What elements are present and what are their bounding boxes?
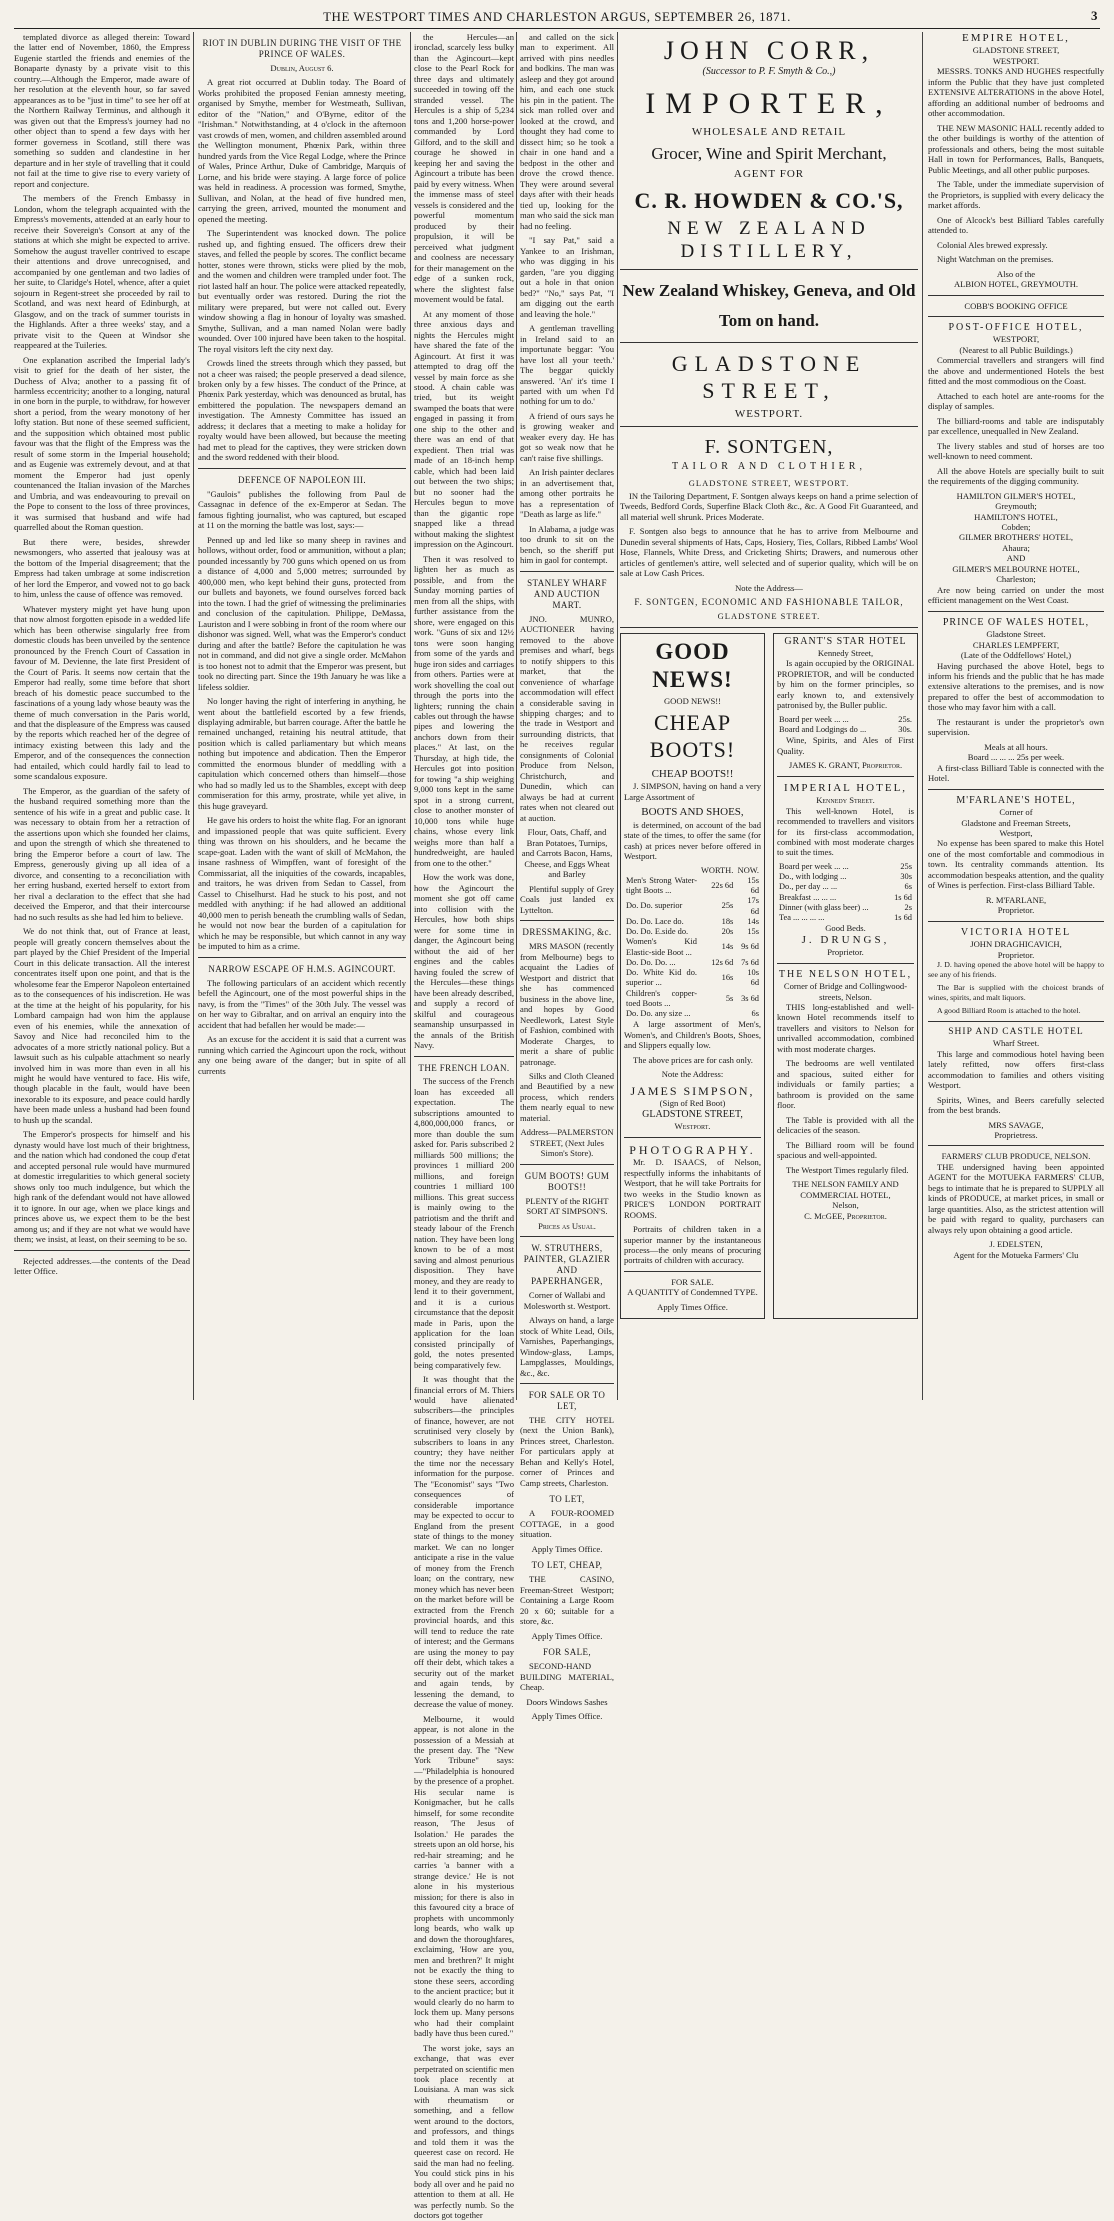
advert-empire-body: Colonial Ales brewed expressly. <box>937 239 1048 250</box>
advert-simpson <box>620 633 765 1320</box>
advert-grant-body: Is again occupied by the ORIGINAL PROPRIETOR, and will be conducted by him on the former principles, so early known to, and extensively patronised by, the Buller public. <box>777 658 914 711</box>
advert-gum-heading: GUM BOOTS! GUM BOOTS!! <box>524 1170 610 1192</box>
price-value <box>699 1009 735 1019</box>
price-value: 16s <box>721 973 734 983</box>
advert-imperial-street: Kennedy Street. <box>816 795 875 806</box>
advert-imperial-proprietor: Proprietor. <box>827 947 864 958</box>
advert-nelson-body: THIS long-established and well-known Hotel recommends itself to travellers and visitors to Nelson for unrivalled accommodation, combined with most moderate charges. <box>777 1001 914 1054</box>
advert-gum-body: PLENTY of the RIGHT SORT AT SIMPSON'S. <box>525 1195 609 1217</box>
advert-let-apply: Apply Times Office. <box>531 1543 603 1554</box>
price-rows <box>624 876 761 1020</box>
price-row <box>777 872 914 882</box>
price-item: Do. Do. superior <box>626 901 683 911</box>
advert-empire-town: WESTPORT. <box>992 55 1040 66</box>
advert-empire-street: GLADSTONE STREET, <box>972 45 1060 56</box>
price-value: 7s 6d <box>741 957 759 967</box>
advert-simpson-body: is determined, on account of the bad state of the times, to offer the same (for cash) at prices never before offered in Westport. <box>624 819 761 862</box>
advert-imperial-rates <box>777 862 914 924</box>
advert-imperial-body: This well-known Hotel, is recommended to travellers and visitors for its first-class accommodation, combined with most moderate charges to suit the times. <box>777 805 914 858</box>
divider <box>928 316 1104 317</box>
article-paragraph: It was thought that the financial errors of M. Thiers would have alienated subscribers—the principles of finance, however, are not scrutinised very closely by subscribers to loans in any country; they have neither the time nor the necessary information for the purpose. The "Economist" says "Two consequences of considerable importance may be expected to occur to England from the present state of things to the money market. We can no longer anticipate a rise in the value of money from the French loan; on the contrary, new money which has never been on the market before will be extracted from the French provincial hoards, and this will tend to reduce the rate of interest; and the Germans are using the money to pay off their debt, which takes a security out of the market and again tends, by lessening the demand, to decrease the value of money. <box>414 1374 514 1710</box>
advert-grant-body: Wine, Spirits, and Ales of First Quality. <box>777 735 914 756</box>
hotel-name: HAMILTON GILMER'S HOTEL, <box>956 490 1076 501</box>
price-row <box>624 1009 761 1019</box>
advert-corr-whisky: New Zealand Whiskey, Geneva, and Old Tom on hand. <box>622 280 916 330</box>
advert-vic-proprietor: Proprietor. <box>997 949 1035 960</box>
advert-empire-heading: EMPIRE HOTEL, <box>962 32 1070 44</box>
price-value: 1s 6d <box>894 892 912 902</box>
price-value: 25s <box>900 861 912 871</box>
page-number: 3 <box>1091 8 1098 23</box>
article-paragraph: An Irish painter declares in an advertisement that, among other portraits he has a representation of "Death as large as life." <box>520 467 614 520</box>
price-value: 30s <box>900 872 912 882</box>
advert-cheap-body: THE CASINO, Freeman-Street Westport; Containing a Large Room 20 x 60; suitable for a store, &c. <box>520 1574 614 1627</box>
advert-nelson-body: The bedrooms are well ventilated and spacious, suited either for individuals or family parties; a bathroom is provided on the same floor. <box>777 1058 914 1111</box>
advert-nelson-body: The Westport Times regularly filed. <box>786 1164 909 1175</box>
divider <box>928 789 1104 790</box>
divider <box>928 611 1104 612</box>
price-item: Dinner (with glass beer) ... <box>779 902 869 912</box>
masthead-title: THE WESTPORT TIMES AND CHARLESTON ARGUS, SEPTEMBER 26, 1871. <box>323 9 791 24</box>
price-row <box>777 725 914 735</box>
advert-farmers-heading: FARMERS' CLUB PRODUCE, NELSON. <box>941 1151 1091 1162</box>
advert-ship-street: Wharf Street. <box>992 1038 1040 1049</box>
advert-empire-also: Also of the <box>996 268 1036 279</box>
divider <box>928 295 1104 296</box>
article-headline: THE FRENCH LOAN. <box>418 1062 510 1073</box>
article-paragraph: The Superintendent was knocked down. The police rushed up, and fighting ensued. The officers drew their staves, and felled the people by scores. The conflict became hotter, stones were thrown, sticks were plied by the mob, and the women and children were trampled under foot. The riot lasted half an hour. The police were attacked repeatedly, but eventually order was restored. During the riot the military were prepared, but were not called out. Every window showing a flag in honour of loyalty was smashed. Smythe, Sullivan, and a man named Nolan were badly wounded. Over 100 injured have been taken to the hospital. The royal visitors left the city next day. <box>198 228 406 354</box>
advert-sale-heading: FOR SALE OR TO LET, <box>528 1390 606 1411</box>
column-rule <box>193 32 194 1400</box>
advert-subcolumns <box>620 633 918 1320</box>
price-row <box>624 917 761 927</box>
advert-empire-body: One of Alcock's best Billiard Tables carefully attended to. <box>928 214 1104 236</box>
advert-farmers-agent: Agent for the Motueka Farmers' Clu <box>953 1249 1079 1260</box>
advert-simpson-note: Note the Address: <box>661 1069 724 1080</box>
advert-forsale-body: A QUANTITY of Condemned TYPE. <box>627 1287 758 1298</box>
column-rule <box>410 32 411 1400</box>
price-row <box>777 893 914 903</box>
advert-sale-body: THE CITY HOTEL (next the Union Bank), Princes street, Charleston. For particulars apply at Behan and Kelly's Hotel, corner of Princes and Camp streets, Charleston. <box>520 1414 614 1488</box>
price-value: 9s 6d <box>741 942 759 952</box>
advert-ship-heading: SHIP AND CASTLE HOTEL <box>948 1026 1084 1037</box>
article-paragraph: How the work was done, how the Agincourt the moment she got off came into collision with the Hercules, how both ships were for some time in danger, the Agincourt being without the aid of her engines and the cables having fouled the screw of the Hercules—these things have been already described, and supply a record of skilful and courageous seamanship unsurpassed in the annals of the British Navy. <box>414 872 514 1051</box>
hotel-town: Cobden; <box>1001 522 1031 532</box>
advert-pow-lempfert-sub: (Late of the Oddfellows' Hotel,) <box>960 650 1072 661</box>
advert-corr-town: WESTPORT. <box>734 407 804 420</box>
advert-mcf-heading: M'FARLANE'S HOTEL, <box>956 794 1076 806</box>
advert-simpson-price-table <box>624 866 761 1020</box>
price-value: 2s <box>904 902 912 912</box>
column-4 <box>620 32 918 1400</box>
article-paragraph: and called on the sick man to experiment. All arrived with pins needles and bodkins. The man was asleep and they got around him, and each one stuck his pin in the patient. The sick man rolled over and looked at the crowd, and thought they had come to dissect him; so he took a chair in one hand and a bedpost in the other and drove the crowd thence. They were around several days after with their heads tied up, looking for the man who said the sick man had no feeling. <box>520 32 614 231</box>
advert-simpson-sign: (Sign of Red Boot) <box>659 1098 726 1109</box>
divider <box>198 957 406 958</box>
price-value: 30s. <box>898 724 912 734</box>
advert-cobb: COBB'S BOOKING OFFICE <box>964 300 1068 311</box>
price-row <box>777 862 914 872</box>
price-item: Do. Do. Do. ... <box>626 957 676 967</box>
price-row <box>624 958 761 968</box>
price-row <box>777 903 914 913</box>
hotel-name: HAMILTON'S HOTEL, <box>974 511 1058 522</box>
advert-ship-body: Spirits, Wines, and Beers carefully selected from the best brands. <box>928 1094 1104 1116</box>
advert-mcf-proprietor: Proprietor. <box>997 905 1035 916</box>
price-row <box>624 989 761 1010</box>
column-2 <box>198 32 406 1400</box>
advert-post-body: The billiard-rooms and table are indisputably par excellence, unequalled in New Zealand. <box>928 415 1104 437</box>
price-value: 3s 6d <box>741 993 759 1003</box>
article-paragraph: Crowds lined the streets through which they passed, but not a cheer was raised; the people preserved a dead silence, broken only by a few hisses. The conduct of the Prince, at Phœnix Park yesterday, which was denounced as brutal, has embittered the population. The newspapers demand an investigation. The Amnesty Committee has issued an address; it declares that a meeting to make a holiday for royalty would have been allowed, but because the meeting had met to plead for the captives, they were stricken down and the sword reddened with their blood. <box>198 358 406 463</box>
advert-empire-body: THE NEW MASONIC HALL recently added to the other buildings is worthy of the attention of professionals and others, being the most suitable Hall in town for Performances, Balls, Banquets, Public Meetings, and all other public purposes. <box>928 122 1104 175</box>
divider <box>928 1021 1104 1022</box>
price-value: 15s <box>747 927 759 937</box>
advert-pow-street: Gladstone Street. <box>986 629 1046 640</box>
divider <box>928 921 1104 922</box>
price-row <box>624 876 761 897</box>
divider <box>928 1145 1104 1146</box>
article-paragraph: A great riot occurred at Dublin today. The Board of Works prohibited the proposed Fenian amnesty meeting, organised by Smythe, member for Westmeath, Sullivan, editor of the "Nation," and O'Byrne, editor of the "Irishman." Notwithstanding, at 4 o'clock in the afternoon vast crowds of men, women, and children assembled around the Wellington monument, Phœnix Park, within three hundred yards from the Vice Regal Lodge, where the Prince of Wales, Prince Arthur, Duke of Cambridge, Marquis of Lorne, and his bride were staying. A large force of police was held in readiness. A procession was formed, Smythe, Sullivan, and Nolan, at the head of five hundred men, carrying the green, arrived, mounted the monument and opened the meeting. <box>198 77 406 224</box>
divider <box>620 426 918 427</box>
advert-sontgen-body: F. Sontgen also begs to announce that he has to arrive from Melbourne and Dunedin several shipments of Hats, Caps, Hosiery, Ties, Collars, Ribbed Lambs' Wool Hose, Flannels, White Dress, and Cricketing Shirts; Drawers, and numerous other articles of gentlemen's attire, well selected and of superior quality, which will be on sale at Low Cash Prices. <box>620 526 918 579</box>
advert-pow-meals: Meals at all hours. <box>984 741 1048 752</box>
advert-struthers-body: Always on hand, a large stock of White Lead, Oils, Varnishes, Paperhangings, Window-glass, Lamps, Lampglasses, Mouldings, &c., &c. <box>520 1315 614 1378</box>
article-paragraph: Melbourne, it would appear, is not alone in the possession of a Messiah at the present day. The "New York Tribune" says:—"Philadelphia is honoured by the presence of a prophet. His secular name is Konigmacher, but he calls himself, for some recondite reason, 'The Jesus of Isolation.' He parades the streets upon an old horse, his red-hair streaming; and he carries 'a banner with a strange device.' He is not alone in his mysterious mission; for there is also in this favoured city a brace of prophets with uncommonly long beards, who walk up and down the thoroughfares, exclaiming, 'How are you, men and brethren?' It might not be exactly the thing to stone these seers, according to the ancient practice; but it would clearly do no harm to lock them up. Many persons who had their complaint badly have thus been cured." <box>414 1713 514 2039</box>
advert-struthers-heading: W. STRUTHERS, PAINTER, GLAZIER AND PAPERHANGER, <box>523 1243 611 1287</box>
advert-corr-howden: C. R. HOWDEN & CO.'S, <box>634 187 904 213</box>
advert-pow-body: Having purchased the above Hotel, begs to inform his friends and the public that he has made extensive alterations to the premises, and is now prepared to offer the best of accommodation to those who may favor him with a call. <box>928 660 1104 713</box>
advert-sontgen-name: F. SONTGEN, <box>704 435 834 458</box>
price-row <box>624 968 761 989</box>
advert-farmers-signature: J. EDELSTEN, <box>989 1239 1043 1250</box>
advert-post-body: All the above Hotels are specially built to suit the requirements of the digging community. <box>928 465 1104 487</box>
article-paragraph: the Hercules—an ironclad, scarcely less bulky than the Agincourt—kept close to the Pearl Rock for three days and ultimately succeeded in towing off the stranded vessel. The Hercules is a ship of 5,234 tons and 1,200 horse-power commanded by Lord Gilford, and to the skill and courage he showed in keeping her and saving the Agincourt a tribute has been paid by every witness. When the immense mass of steel vessels is considered and the powerful momentum produced by their propulsion, it will be perceived what judgment and coolness are necessary for their management on the edge of a sunken rock, where the slightest false movement would be fatal. <box>414 32 514 305</box>
advert-sale2-body: SECOND-HAND BUILDING MATERIAL, Cheap. <box>520 1661 614 1693</box>
advert-post-body: The livery stables and stud of horses are too well-known to need comment. <box>928 440 1104 462</box>
price-value: 20s <box>721 927 734 937</box>
hotel-and: AND <box>1006 553 1026 564</box>
advert-grant-street: Kennedy Street, <box>817 647 874 658</box>
advert-corr-merchant: Grocer, Wine and Spirit Merchant, <box>651 143 887 163</box>
divider <box>620 342 918 343</box>
dateline: Dublin, August 6. <box>270 62 334 73</box>
advert-empire-body: Night Watchman on the premises. <box>937 254 1054 265</box>
advert-simpson-cheapboots: CHEAP BOOTS! <box>649 710 736 762</box>
advert-vic-body: J. D. having opened the above hotel will be happy to see any of his friends. <box>928 960 1104 979</box>
hotel-town: Greymouth; <box>995 501 1037 512</box>
advert-vic-heading: VICTORIA HOTEL <box>960 926 1072 938</box>
advert-corr-importer: IMPORTER, <box>645 87 893 121</box>
advert-grant-heading: GRANT'S STAR HOTEL <box>784 635 907 647</box>
price-item: Breakfast ... ... ... <box>779 892 837 902</box>
divider <box>624 1137 761 1138</box>
advert-imperial-signature: J. DRUNGS, <box>801 933 890 946</box>
advert-post-body: Commercial travellers and strangers will find the above and undermentioned Hotels the best fitted and the most commodious on the Coast. <box>928 355 1104 387</box>
advert-corr-wholesale: WHOLESALE AND RETAIL <box>691 126 847 139</box>
advert-nelson-body: The Table is provided with all the delicacies of the season. <box>777 1114 914 1136</box>
article-paragraph: Then it was resolved to lighten her as much as possible, and from the Sunday morning parties of men from all the ships, with further assistance from the shore, were engaged on this work. "Guns of six and 12½ tons were soon hanging from some of the yards and huge iron sides and carriages from others. Parties were at work shovelling the coal out through the ports into the lighters; running the chain cables out through the hawse pipes and lowering the anchors down from their places." At last, on the Thursday, at high tide, the Hercules got into position for towing "a ship weighing 9,000 tons kept in the same spot in a strong current, close to another monster of 10,000 tons while huge chains, whose every link weighs more than half a hundredweight, are hauled from one to the other." <box>414 553 514 868</box>
price-item: Do., per day ... ... <box>779 882 838 892</box>
advert-mcf-streets: Gladstone and Freeman Streets, <box>961 817 1071 828</box>
advert-stanley-body: JNO. MUNRO, AUCTIONEER having removed to the above premises and wharf, begs to notify shippers to this market, that the convenience of wharfage accommodation will effect a considerable saving in shipping charges; and to the trade in Westport and surrounding districts, that he receives regular consignments of Colonial Produce from Nelson, Christchurch, and Dunedin, which can always be had at current rates when not cleared out at auction. <box>520 613 614 823</box>
column-5 <box>928 32 1104 1400</box>
price-value: 25s. <box>898 714 912 724</box>
divider <box>620 269 918 270</box>
price-value: 15s 6d <box>747 875 759 896</box>
advert-photo-heading: PHOTOGRAPHY. <box>629 1142 756 1157</box>
advert-gum-prices: Prices as Usual. <box>538 1220 596 1231</box>
price-item: Board per week ... ... <box>779 861 849 871</box>
advert-pow-body: The restaurant is under the proprietor's own supervision. <box>928 716 1104 738</box>
price-item: Men's Strong Water-tight Boots ... <box>626 875 697 896</box>
column-rule <box>922 32 923 1400</box>
price-value: 12s 6d <box>711 957 734 967</box>
article-paragraph: One explanation ascribed the Imperial lady's visit to grief for the death of her sister, the Duchess of Alva; another to a passing fit of harmless eccentricity; another to a longing, natural in one born in the purple, to withdraw, for however short a period, from the weary monotony of her lofty station. But none of these seemed sufficient, and the supposition which obtained most public favour was that the flight of the Empress was the result of some storm in the Imperial household; and as Eugenie was extremely devout, and at that moment the Emperor had just openly countenanced the Italian invasion of the Marches and Umbria, and was endeavouring to prevail on the Pope to consent to the loss of three provinces, it was surmised that husband and wife had quarrelled about the Roman question. <box>14 354 190 533</box>
advert-nelson-proprietor: C. McGEE, Proprietor. <box>804 1210 887 1221</box>
price-item: Board and Lodgings do ... <box>779 724 867 734</box>
advert-vic-body: The Bar is supplied with the choicest brands of wines, spirits, and malt liquors. <box>928 983 1104 1002</box>
advert-sontgen-note: Note the Address— <box>735 582 803 593</box>
advert-sontgen-body: IN the Tailoring Department, F. Sontgen always keeps on hand a prime selection of Tweeds, Bedford Cords, Superfine Black Cloth &c., &c. A Good Fit Guaranteed, and all material well shrunk. Prices Moderate. <box>620 490 918 522</box>
advert-sontgen-trade: TAILOR AND CLOTHIER, <box>672 461 866 473</box>
price-value: 6s <box>904 882 912 892</box>
advert-ship-body: This large and commodious hotel having been lately refitted, now offers first-class accommodation to families and others visiting Westport. <box>928 1048 1104 1091</box>
price-value: 14s <box>721 942 734 952</box>
price-item: Do., with lodging ... <box>779 872 847 882</box>
column-rule <box>516 32 517 1400</box>
advert-imperial-beds: Good Beds. <box>825 923 866 934</box>
article-paragraph: Penned up and led like so many sheep in ravines and hollows, without order, food or ammunition, without a plan; pounded incessantly by 700 guns which opened on us from a distance of 4,000 and 5,000 metres; surrounded by 400,000 men, who kept behind their guns, protected from our bullets and bayonets, we found ourselves forced back into the town. I had the grief of witnessing the preliminaries and conclusion of the capitulation. Philippe, DeMassa, Lauriston and I were sobbing in front of the room where our dishonor was signed. Well, what was the Emperor's conduct during and after the battle? Before the capitulation he was not in command, and did not give a single order. McMahon is too honest not to admit that the Emperor was present, but took no directing part. Since the 19th January he was like a lifeless soldier. <box>198 534 406 692</box>
column-3 <box>414 32 514 2221</box>
hotel-name: GILMER BROTHERS' HOTEL, <box>959 532 1073 543</box>
price-value: 1s 6d <box>894 913 912 923</box>
advert-pow-body: A first-class Billiard Table is connected with the Hotel. <box>928 762 1104 784</box>
article-headline: NARROW ESCAPE OF H.M.S. AGINCOURT. <box>208 963 396 974</box>
divider <box>520 1383 614 1384</box>
advert-let-body: A FOUR-ROOMED COTTAGE, in a good situation. <box>520 1508 614 1540</box>
advert-empire-body: MESSRS. TONKS AND HUGHES respectfully inform the Public that they have just completed EXTENSIVE ALTERATIONS in the above Hotel, affording an additional number of bedrooms and other accommodation. <box>928 66 1104 119</box>
advert-simpson-street: GLADSTONE STREET, <box>642 1108 743 1120</box>
advert-simpson-goodnews2: GOOD NEWS!! <box>663 695 722 706</box>
advert-photo-body: Mr. D. ISAACS, of Nelson, respectfully informs the inhabitants of Westport, that he will take Portraits for two weeks in the Studio known as PRICE'S LONDON PORTRAIT ROOMS. <box>624 1157 761 1220</box>
advert-dress-body: Silks and Cloth Cleaned and Beautified by a new process, which renders them nearly equal to new material. <box>520 1070 614 1123</box>
advert-nelson-heading: THE NELSON HOTEL, <box>778 968 913 980</box>
advert-sontgen-tagline: F. SONTGEN, ECONOMIC AND FASHIONABLE TAILOR, <box>634 597 904 608</box>
advert-simpson-town: Westport. <box>674 1121 711 1132</box>
price-item: Do. White Kid do. superior ... <box>626 968 697 988</box>
advert-mcf-body: No expense has been spared to make this Hotel one of the most comfortable and commodious in town. Its centrality commands attention. Its accommodation bespeaks attention, and the quality of Wines is perfection. First-class Billiard Table. <box>928 838 1104 891</box>
advert-mcf-signature: R. M'FARLANE, <box>985 894 1047 905</box>
price-value: 22s 6d <box>711 880 734 890</box>
advert-post-sub: (Nearest to all Public Buildings.) <box>959 344 1073 355</box>
divider <box>414 1056 514 1057</box>
advert-nelson-body: The Billiard room will be found spacious and well-appointed. <box>777 1139 914 1161</box>
advert-corr-successor: (Successor to P. F. Smyth & Co.,) <box>702 66 836 77</box>
advert-corr-street: GLADSTONE STREET, <box>671 350 867 403</box>
advert-post-town: WESTPORT, <box>992 334 1040 345</box>
advert-dress-address: Address—PALMERSTON STREET, (Next Jules Simon's Store). <box>520 1127 614 1159</box>
price-value: 10s 6d <box>747 968 759 988</box>
hotel-town: Charleston; <box>996 574 1036 585</box>
price-value: 14s <box>747 916 759 926</box>
price-value: 5s <box>725 993 734 1003</box>
article-paragraph: A friend of ours says he is growing weaker and weaker every day. He has got so weak now that he can't raise five shillings. <box>520 410 614 463</box>
advert-post-body: Attached to each hotel are ante-rooms for the display of samples. <box>928 390 1104 412</box>
price-row <box>624 896 761 917</box>
advert-ship-signature: MRS SAVAGE, <box>988 1119 1044 1130</box>
advert-stanley-coal: Plentiful supply of Grey Coals just landed ex Lyttelton. <box>520 883 614 915</box>
article-headline: DEFENCE OF NAPOLEON III. <box>237 474 367 485</box>
advert-simpson-boots: BOOTS AND SHOES, <box>641 806 744 819</box>
divider <box>620 627 918 628</box>
price-row <box>777 715 914 725</box>
advert-pow-heading: PRINCE OF WALES HOTEL, <box>942 616 1090 628</box>
advert-simpson-goodnews: GOOD NEWS! <box>652 638 733 692</box>
advert-sale2-list: Doors Windows Sashes <box>526 1696 608 1707</box>
article-paragraph: A gentleman travelling in Ireland said to an importunate beggar: 'You have lost all your teeth.' The beggar quickly answered. 'An' it's time I parted with um when I'd nothing for um to do.' <box>520 323 614 407</box>
price-item: Board per week ... ... <box>779 714 849 724</box>
advert-empire-body: The Table, under the immediate supervision of the Proprietors, is supplied with every delicacy the market affords. <box>928 179 1104 211</box>
column-rule <box>617 32 618 1400</box>
advert-pow-lempfert: CHARLES LEMPFERT, <box>972 639 1060 650</box>
column-3b <box>520 32 614 1722</box>
price-item: Children's copper-toed Boots ... <box>626 988 697 1008</box>
price-header-now: NOW. <box>737 865 759 875</box>
advert-grant-signature: JAMES K. GRANT, Proprietor. <box>788 760 903 771</box>
article-paragraph: We do not think that, out of France at least, people will greatly concern themselves about the part played by the Chief President of the Imperial Court in this delicate transaction. All the interest concentrates itself upon one point, and that is the wholesome fear the Emperor Napoleon entertained as to the consequences of his indiscretion. He was at the time at the height of his popularity, for his Lombard campaign had won him the applause even of his enemies, while the annexation of Savoy and Nice had reconciled him to the advocates of a more strictly national policy. But a lawsuit such as his culpable attachment so nearly involved him in was more than even in all his might he would have ventured to face. His wife, though placable in the fault, would have been inexorable to its exposure, and peace could hardly have been made unless a husband had been found to hush up the scandal. <box>14 926 190 1125</box>
price-header-worth: WORTH. <box>701 865 734 875</box>
divider <box>624 1271 761 1272</box>
advert-farmers-body: THE undersigned having been appointed AGENT for the MOTUEKA FARMERS' CLUB, begs to intimate that he is prepared to SUPPLY all kinds of PRODUCE, at market prices, in small or large quantities. Also, as the strictest attention will be paid with regard to quality, purchasers can always rely upon obtaining a good article. <box>928 1161 1104 1235</box>
price-value: 25s <box>721 901 734 911</box>
advert-dress-heading: DRESSMAKING, &c. <box>522 927 612 938</box>
divider <box>520 1236 614 1237</box>
price-row <box>624 937 761 958</box>
price-value: 17s 6d <box>747 896 759 916</box>
article-paragraph: As an excuse for the accident it is said that a current was running which carried the Agincourt upon the rock, without any one being aware of the danger; but in spite of all currents <box>198 1034 406 1076</box>
advert-cheap-apply: Apply Times Office. <box>531 1630 603 1641</box>
advert-corr-name: JOHN CORR, <box>663 36 875 65</box>
advert-forsale-apply: Apply Times Office. <box>657 1301 728 1312</box>
advert-nelson-address: Corner of Bridge and Collingwood-streets, Nelson. <box>783 981 908 1002</box>
hotel-town: Ahaura; <box>1002 542 1030 553</box>
filler-paragraph: Rejected addresses.—the contents of the Dead letter Office. <box>14 1255 190 1277</box>
article-paragraph: In Alabama, a judge was too drunk to sit on the bench, so the sheriff put him in gaol for contempt. <box>520 523 614 566</box>
column-1 <box>14 32 190 1400</box>
hotel-name: GILMER'S MELBOURNE HOTEL, <box>952 563 1080 574</box>
advert-stanley-heading: STANLEY WHARF AND AUCTION MART. <box>527 577 607 610</box>
advert-corr-distillery: NEW ZEALAND DISTILLERY, <box>667 217 871 262</box>
article-paragraph: No longer having the right of interfering in anything, he went about the battlefield escorted by a few friends, displaying admirable, but barren courage. After the battle he remained unchanged, retaining his neutral attitude, that position which is called parliamentary but which means nothing but impotence and abdication. Then the Emperor committed the enormous blunder of meddling with a capitulation which concerned others than himself—those who had so madly led us to the Shambles, except with deep commiseration for this army, prostrate, while yet alive, in this huge graveyard. <box>198 696 406 811</box>
article-paragraph: Whatever mystery might yet have hung upon that now almost forgotten episode in a wedded life which has been otherwise singularly free from domestic clouds has been unveiled by the sentence pronounced by the French Court of Cassation in favour of M. Devienne, the late first President of the Court of Paris. It seems now certain that the Emperor had really, some time before that short breach of his domestic peace succumbed to the fascinations of a young lady whose beauty was the theme of much conversation in the Paris world, and that the displeasure of the Empress was caused by the reports which reached her of the degree of intimacy existing between this lady and the Emperor, and of the consequences the connection had entailed, which could hardly fail to lead to some scandalous exposure. <box>14 603 190 782</box>
price-item: Do. Do. Lace do. <box>626 916 684 926</box>
advert-sontgen-tagline-address: GLADSTONE STREET. <box>717 611 821 622</box>
price-row <box>777 882 914 892</box>
price-value: 6s <box>751 1009 759 1019</box>
advert-nelson-town: Nelson, <box>832 1200 859 1211</box>
divider <box>14 1250 190 1251</box>
divider <box>520 920 614 921</box>
advert-imperial-heading: IMPERIAL HOTEL, <box>783 781 908 794</box>
advert-sale2-heading: FOR SALE, <box>542 1647 592 1658</box>
masthead <box>14 6 1100 29</box>
article-paragraph: The members of the French Embassy in London, whom the telegraph acquainted with the Empress's movements, attended at an early hour to receive their Sovereign's Consort at any of the stations at which she might be expected to arrive. Somehow the august traveller contrived to escape their attentions and drove unrecognised, and accompanied by one gentleman and two ladies of her suite, to Claridge's Hotel, whence, after a quiet sojourn in Regent-street she proceeded by rail to Scotland, and was next heard of Edinburgh, at Glasgow, and on the track of summer tourists in the Highlands. After a three weeks' stay, and a private visit to the Queen at Windsor she reappeared at the Tuileries. <box>14 193 190 351</box>
article-paragraph: But there were, besides, shrewder newsmongers, who asserted that jealousy was at the bottom of the Imperial disagreement; that the Empress had taken umbrage at some indiscretion of her lord the Emperor, and vowed not to go back to him, unless the cause of offence was removed. <box>14 536 190 600</box>
advert-struthers-address: Corner of Wallabi and Molesworth st. Westport. <box>523 1290 611 1311</box>
article-paragraph: The Emperor's prospects for himself and his dynasty would have lost much of their brightness, and the nation which had condoned the coup d'etat and accepted personal rule would have murmured at domestic irregularities to which general society shows only too much indulgence, but which the high rank of the defendant would not have allowed it to ignore. In our age, when we place kings and princes above us, we expect them to be the best among us; and if they are not what we would have them; we insist, at least, on their seeming to be so. <box>14 1129 190 1245</box>
article-paragraph: At any moment of those three anxious days and nights the Hercules might have shared the fate of the Agincourt. At first it was attempted to drag off the vessel by main force as she stood. A chain cable was tried, but its weight swamped the boats that were engaged in passing it from one ship to the other and there was an end of that expedient. Then trial was made of an 18-inch hemp cable, which had been laid out between the two ships; but no sooner had the Hercules begun to move than the gigantic rope snapped like a thread without making the slightest impression on the Agincourt. <box>414 308 514 550</box>
price-row <box>624 927 761 937</box>
advert-simpson-body: The above prices are for cash only. <box>633 1054 753 1065</box>
advert-forsale-heading: FOR SALE. <box>671 1276 714 1287</box>
advert-empire-albion: ALBION HOTEL, GREYMOUTH. <box>953 279 1079 290</box>
advert-ship-proprietress: Proprietress. <box>994 1129 1038 1140</box>
advert-vic-name: JOHN DRAGHICAVICH, <box>970 939 1062 950</box>
advert-simpson-name: JAMES SIMPSON, <box>630 1083 755 1098</box>
advert-photo-body: Portraits of children taken in a superior manner by the instantaneous process—the only means of procuring portraits of children with accuracy. <box>624 1224 761 1266</box>
advert-post-body: Are now being carried on under the most efficient management on the West Coast. <box>928 584 1104 606</box>
divider <box>777 963 914 964</box>
advert-mcf-town: Westport, <box>999 828 1033 838</box>
article-paragraph: templated divorce as alleged therein: Toward the latter end of November, 1860, the Empress Eugenie startled the friends and enemies of the Bonaparte dynasty by a private visit to this country.—Although the Emperor, made aware of her resolution at the eleventh hour, so far saved appearances as to be "just in time" to see her off at the Northern Railway Terminus, and although it was given out that the Empress's journey had no other object than to spend a few days with her former governess in Scotland, still there was something so sudden and clandestine in her departure and in her style of travelling that it could not fail at the time to give rise to every variety of report and conjecture. <box>14 32 190 189</box>
advert-grant-rates <box>777 715 914 736</box>
article-paragraph: The success of the French loan has exceeded all expectation. The subscriptions amounted to 4,800,000,000 francs, or more than double the sum asked for. Paris subscribed 2 milliards 500 millions; the provinces 1 milliard 200 millions, and foreign countries 1 milliard 100 millions. This great success is mainly owing to the patriotism and the thrift and steady labour of the French nation. They have been long known to be of a most saving and almost penurious disposition. They have money, and they are ready to lend it to their government, and it is a curious circumstance that the deposit made in Paris, upon the application for the loan consisted principally of gold, the notes presented being comparatively few. <box>414 1076 514 1370</box>
advert-pow-board: Board ... ... ... 25s per week. <box>967 752 1065 763</box>
advert-let-heading: TO LET, <box>549 1494 585 1505</box>
price-item: Do. Do. any size ... <box>626 1009 691 1019</box>
divider <box>777 776 914 777</box>
article-paragraph: The worst joke, says an exchange, that was ever perpetrated on scientific men took place recently at Louisiana. A man was sick with rheumatism or something, and a fellow went around to the doctors, and professors, and things and told them it was the queerest case on record. He said the man had no feeling. You could stick pins in his body all over and he paid no attention to them at all. He was perfectly numb. So the doctors got together <box>414 2042 514 2221</box>
advert-dress-body: MRS MASON (recently from Melbourne) begs to acquaint the Ladies of Westport and district that she has commenced business in the above line, and hopes by Good Needlework, Latest Style of Fashion, combined with Moderate Charges, to merit a share of public patronage. <box>520 941 614 1067</box>
advert-simpson-body: J. SIMPSON, having on hand a very Large Assortment of <box>624 781 761 802</box>
price-item: Do. Do. E.side do. <box>626 927 689 937</box>
article-headline: RIOT IN DUBLIN DURING THE VISIT OF THE PRINCE OF WALES. <box>202 38 402 59</box>
advert-simpson-cheapboots2: CHEAP BOOTS!! <box>651 767 734 780</box>
advert-post-heading: POST-OFFICE HOTEL, <box>948 322 1084 334</box>
advert-mcf-corner: Corner of <box>999 807 1033 818</box>
advert-sale2-apply: Apply Times Office. <box>531 1711 603 1722</box>
advert-stanley-list: Flour, Oats, Chaff, and Bran Potatoes, Turnips, and Carrots Bacon, Hams, Cheese, and Eggs Wheat and Barley <box>521 827 613 880</box>
advert-simpson-body: A large assortment of Men's, Women's, and Children's Boots, Shoes, and Slippers equally low. <box>624 1019 761 1051</box>
article-paragraph: "I say Pat," said a Yankee to an Irishman, who was digging in his garden, "are you digging out a hole in that onion bed?" "No," says Pat, "I am digging out the earth and leaving the hole." <box>520 235 614 319</box>
divider <box>198 468 406 469</box>
advert-hotels <box>773 633 918 1320</box>
divider <box>520 571 614 572</box>
advert-vic-body: A good Billiard Room is attached to the hotel. <box>937 1006 1081 1016</box>
price-item: Women's Kid Elastic-side Boot ... <box>626 937 697 957</box>
advert-sontgen-address: GLADSTONE STREET, WESTPORT. <box>688 477 850 488</box>
price-item: Tea ... ... ... ... <box>779 913 825 923</box>
price-value: 18s <box>721 916 734 926</box>
advert-cheap-heading: TO LET, CHEAP, <box>531 1560 603 1571</box>
article-paragraph: "Gaulois" publishes the following from Paul de Cassagnac in defence of the ex-Emperor at Sedan. The famous fighting journalist, who was captured, but escaped at 11 on the morning the battle was lost, says:— <box>198 488 406 531</box>
divider <box>520 1164 614 1165</box>
article-paragraph: The Emperor, as the guardian of the safety of the husband required something more than the sentence of his wife in a great and public case. It was necessary to obtain from her a retraction of the assertions upon which she founded her claims, and upon the strength of which she threatened to bring the Emperor before a court of law. The Empress, generously giving up all idea of a divorce, and consenting to a reconciliation with her erring husband, exerted herself to extort from her rival a declaration to the effect that she had deceived the Emperor, and that their intercourse had no such results as she had led him to believe. <box>14 785 190 922</box>
advert-nelson-tagline: THE NELSON FAMILY AND COMMERCIAL HOTEL, <box>792 1179 899 1200</box>
price-row <box>777 913 914 923</box>
advert-corr-agent: AGENT FOR <box>733 168 805 181</box>
article-paragraph: He gave his orders to hoist the white flag. For an ignorant and impassioned people that was quite sufficient. Every thing was thrown on his shoulders, and he became the scape-goat. Laden with the want of skill of McMahon, the insane rashness of Wimpffen, want of foresight of the Commissariat, all the iniquities of the cowards, incapables, and traitors, he was driven from Sedan to Cassel, from Cassel to Chiselhurst. Had he stuck to his post, and not meddled with anything: if he had allowed an additional 40,000 men to perish beneath the crumbling walls of Sedan, he would not now bear the burden of a capitulation for which he may be responsible, but which cannot in any way be imputed to him as a crime. <box>198 815 406 952</box>
article-paragraph: The following particulars of an accident which recently befell the Agincourt, one of the most powerful ships in the navy, is from the "Times" of the 30th July. The vessel was on her way to Gibraltar, and on arrival an enquiry into the accident that had befallen her would be made:— <box>198 977 406 1030</box>
